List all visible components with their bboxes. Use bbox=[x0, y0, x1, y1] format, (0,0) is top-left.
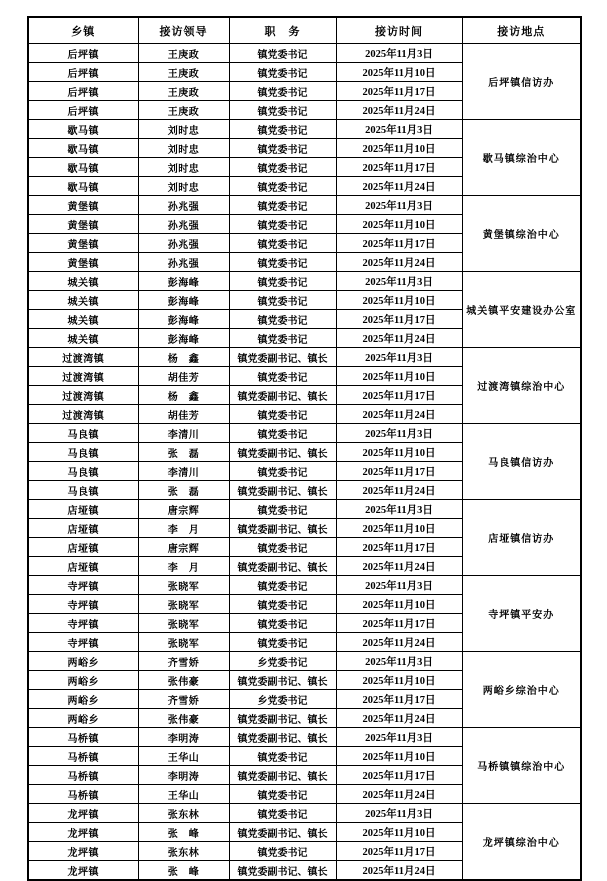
leader-cell: 刘时忠 bbox=[138, 120, 229, 139]
leader-cell: 张 磊 bbox=[138, 443, 229, 462]
date-cell: 2025年11月17日 bbox=[336, 310, 462, 329]
date-cell: 2025年11月17日 bbox=[336, 158, 462, 177]
header-row bbox=[28, 17, 581, 44]
title-cell: 镇党委副书记、镇长 bbox=[229, 443, 336, 462]
township-cell: 歇马镇 bbox=[28, 177, 138, 196]
title-cell: 镇党委书记 bbox=[229, 462, 336, 481]
title-cell: 镇党委书记 bbox=[229, 272, 336, 291]
township-cell: 两峪乡 bbox=[28, 652, 138, 671]
leader-cell: 彭海峰 bbox=[138, 272, 229, 291]
location-cell: 龙坪镇综治中心 bbox=[462, 804, 581, 881]
leader-cell: 唐宗辉 bbox=[138, 500, 229, 519]
title-cell: 镇党委书记 bbox=[229, 804, 336, 823]
township-cell: 寺坪镇 bbox=[28, 576, 138, 595]
leader-cell: 王华山 bbox=[138, 747, 229, 766]
township-cell: 两峪乡 bbox=[28, 671, 138, 690]
title-cell: 镇党委副书记、镇长 bbox=[229, 728, 336, 747]
table-row bbox=[28, 348, 581, 367]
title-cell: 镇党委书记 bbox=[229, 405, 336, 424]
date-cell: 2025年11月10日 bbox=[336, 595, 462, 614]
leader-cell: 胡佳芳 bbox=[138, 367, 229, 386]
leader-cell: 唐宗辉 bbox=[138, 538, 229, 557]
table-row bbox=[28, 500, 581, 519]
township-cell: 歇马镇 bbox=[28, 139, 138, 158]
table-row bbox=[28, 120, 581, 139]
table-row bbox=[28, 576, 581, 595]
title-cell: 镇党委副书记、镇长 bbox=[229, 348, 336, 367]
date-cell: 2025年11月3日 bbox=[336, 272, 462, 291]
date-cell: 2025年11月3日 bbox=[336, 728, 462, 747]
date-cell: 2025年11月10日 bbox=[336, 443, 462, 462]
township-cell: 城关镇 bbox=[28, 272, 138, 291]
title-cell: 镇党委副书记、镇长 bbox=[229, 861, 336, 881]
title-cell: 镇党委书记 bbox=[229, 215, 336, 234]
leader-cell: 王庚政 bbox=[138, 44, 229, 63]
date-cell: 2025年11月3日 bbox=[336, 500, 462, 519]
township-cell: 城关镇 bbox=[28, 329, 138, 348]
township-cell: 龙坪镇 bbox=[28, 842, 138, 861]
leader-cell: 王庚政 bbox=[138, 82, 229, 101]
date-cell: 2025年11月24日 bbox=[336, 481, 462, 500]
leader-cell: 李清川 bbox=[138, 424, 229, 443]
township-cell: 龙坪镇 bbox=[28, 823, 138, 842]
date-cell: 2025年11月24日 bbox=[336, 405, 462, 424]
leader-cell: 杨 鑫 bbox=[138, 348, 229, 367]
leader-cell: 张晓军 bbox=[138, 633, 229, 652]
leader-cell: 张东林 bbox=[138, 842, 229, 861]
leader-cell: 彭海峰 bbox=[138, 310, 229, 329]
location-cell: 后坪镇信访办 bbox=[462, 44, 581, 120]
title-cell: 镇党委副书记、镇长 bbox=[229, 709, 336, 728]
township-cell: 龙坪镇 bbox=[28, 861, 138, 881]
township-cell: 马良镇 bbox=[28, 424, 138, 443]
title-cell: 乡党委书记 bbox=[229, 652, 336, 671]
title-cell: 镇党委书记 bbox=[229, 310, 336, 329]
title-cell: 镇党委书记 bbox=[229, 234, 336, 253]
township-cell: 店垭镇 bbox=[28, 557, 138, 576]
date-cell: 2025年11月10日 bbox=[336, 291, 462, 310]
title-cell: 镇党委书记 bbox=[229, 196, 336, 215]
leader-cell: 孙兆强 bbox=[138, 234, 229, 253]
date-cell: 2025年11月24日 bbox=[336, 785, 462, 804]
leader-cell: 张伟豪 bbox=[138, 671, 229, 690]
township-cell: 马良镇 bbox=[28, 443, 138, 462]
leader-cell: 张 峰 bbox=[138, 823, 229, 842]
township-cell: 龙坪镇 bbox=[28, 804, 138, 823]
date-cell: 2025年11月3日 bbox=[336, 576, 462, 595]
table-row bbox=[28, 652, 581, 671]
date-cell: 2025年11月17日 bbox=[336, 614, 462, 633]
title-cell: 镇党委书记 bbox=[229, 120, 336, 139]
location-cell: 马良镇信访办 bbox=[462, 424, 581, 500]
title-cell: 乡党委书记 bbox=[229, 690, 336, 709]
title-cell: 镇党委书记 bbox=[229, 177, 336, 196]
date-cell: 2025年11月17日 bbox=[336, 690, 462, 709]
township-cell: 寺坪镇 bbox=[28, 595, 138, 614]
leader-cell: 李清川 bbox=[138, 462, 229, 481]
leader-cell: 王庚政 bbox=[138, 101, 229, 120]
township-cell: 两峪乡 bbox=[28, 709, 138, 728]
title-cell: 镇党委副书记、镇长 bbox=[229, 671, 336, 690]
date-cell: 2025年11月3日 bbox=[336, 348, 462, 367]
title-cell: 镇党委书记 bbox=[229, 500, 336, 519]
title-cell: 镇党委副书记、镇长 bbox=[229, 557, 336, 576]
table-row bbox=[28, 196, 581, 215]
table-row bbox=[28, 728, 581, 747]
township-cell: 城关镇 bbox=[28, 310, 138, 329]
title-cell: 镇党委副书记、镇长 bbox=[229, 766, 336, 785]
township-cell: 店垭镇 bbox=[28, 538, 138, 557]
leader-cell: 张 峰 bbox=[138, 861, 229, 881]
date-cell: 2025年11月10日 bbox=[336, 823, 462, 842]
title-cell: 镇党委书记 bbox=[229, 329, 336, 348]
date-cell: 2025年11月10日 bbox=[336, 747, 462, 766]
date-cell: 2025年11月17日 bbox=[336, 538, 462, 557]
leader-cell: 李明涛 bbox=[138, 728, 229, 747]
township-cell: 寺坪镇 bbox=[28, 633, 138, 652]
township-cell: 歇马镇 bbox=[28, 120, 138, 139]
date-cell: 2025年11月17日 bbox=[336, 462, 462, 481]
leader-cell: 彭海峰 bbox=[138, 291, 229, 310]
leader-cell: 彭海峰 bbox=[138, 329, 229, 348]
date-cell: 2025年11月17日 bbox=[336, 234, 462, 253]
visit-schedule-table bbox=[27, 16, 582, 881]
date-cell: 2025年11月10日 bbox=[336, 63, 462, 82]
leader-cell: 王庚政 bbox=[138, 63, 229, 82]
title-cell: 镇党委书记 bbox=[229, 101, 336, 120]
date-cell: 2025年11月17日 bbox=[336, 386, 462, 405]
title-cell: 镇党委书记 bbox=[229, 44, 336, 63]
leader-cell: 刘时忠 bbox=[138, 158, 229, 177]
leader-cell: 李 月 bbox=[138, 519, 229, 538]
date-cell: 2025年11月3日 bbox=[336, 424, 462, 443]
leader-cell: 张晓军 bbox=[138, 576, 229, 595]
date-cell: 2025年11月24日 bbox=[336, 861, 462, 881]
leader-cell: 张伟豪 bbox=[138, 709, 229, 728]
title-cell: 镇党委书记 bbox=[229, 424, 336, 443]
table-row bbox=[28, 804, 581, 823]
township-cell: 过渡湾镇 bbox=[28, 386, 138, 405]
leader-cell: 孙兆强 bbox=[138, 196, 229, 215]
leader-cell: 张晓军 bbox=[138, 614, 229, 633]
date-cell: 2025年11月17日 bbox=[336, 766, 462, 785]
location-cell: 两峪乡综治中心 bbox=[462, 652, 581, 728]
township-cell: 马良镇 bbox=[28, 462, 138, 481]
township-cell: 马良镇 bbox=[28, 481, 138, 500]
township-cell: 歇马镇 bbox=[28, 158, 138, 177]
title-cell: 镇党委书记 bbox=[229, 538, 336, 557]
leader-cell: 刘时忠 bbox=[138, 177, 229, 196]
township-cell: 黄堡镇 bbox=[28, 234, 138, 253]
table-body bbox=[28, 44, 581, 881]
leader-cell: 刘时忠 bbox=[138, 139, 229, 158]
header-title: 职 务 bbox=[229, 17, 336, 44]
date-cell: 2025年11月3日 bbox=[336, 120, 462, 139]
title-cell: 镇党委书记 bbox=[229, 614, 336, 633]
township-cell: 马桥镇 bbox=[28, 785, 138, 804]
title-cell: 镇党委副书记、镇长 bbox=[229, 386, 336, 405]
title-cell: 镇党委副书记、镇长 bbox=[229, 481, 336, 500]
township-cell: 马桥镇 bbox=[28, 766, 138, 785]
date-cell: 2025年11月24日 bbox=[336, 177, 462, 196]
leader-cell: 张晓军 bbox=[138, 595, 229, 614]
township-cell: 黄堡镇 bbox=[28, 196, 138, 215]
township-cell: 后坪镇 bbox=[28, 101, 138, 120]
township-cell: 店垭镇 bbox=[28, 500, 138, 519]
date-cell: 2025年11月3日 bbox=[336, 652, 462, 671]
township-cell: 马桥镇 bbox=[28, 728, 138, 747]
leader-cell: 齐雪娇 bbox=[138, 652, 229, 671]
date-cell: 2025年11月3日 bbox=[336, 44, 462, 63]
date-cell: 2025年11月3日 bbox=[336, 804, 462, 823]
title-cell: 镇党委书记 bbox=[229, 158, 336, 177]
title-cell: 镇党委书记 bbox=[229, 139, 336, 158]
date-cell: 2025年11月17日 bbox=[336, 82, 462, 101]
leader-cell: 张东林 bbox=[138, 804, 229, 823]
township-cell: 后坪镇 bbox=[28, 63, 138, 82]
title-cell: 镇党委书记 bbox=[229, 747, 336, 766]
township-cell: 黄堡镇 bbox=[28, 253, 138, 272]
date-cell: 2025年11月10日 bbox=[336, 671, 462, 690]
leader-cell: 张 磊 bbox=[138, 481, 229, 500]
date-cell: 2025年11月24日 bbox=[336, 253, 462, 272]
date-cell: 2025年11月24日 bbox=[336, 329, 462, 348]
title-cell: 镇党委副书记、镇长 bbox=[229, 519, 336, 538]
location-cell: 黄堡镇综治中心 bbox=[462, 196, 581, 272]
date-cell: 2025年11月24日 bbox=[336, 557, 462, 576]
date-cell: 2025年11月10日 bbox=[336, 215, 462, 234]
title-cell: 镇党委书记 bbox=[229, 63, 336, 82]
township-cell: 过渡湾镇 bbox=[28, 348, 138, 367]
table-row bbox=[28, 424, 581, 443]
title-cell: 镇党委书记 bbox=[229, 82, 336, 101]
township-cell: 寺坪镇 bbox=[28, 614, 138, 633]
township-cell: 马桥镇 bbox=[28, 747, 138, 766]
title-cell: 镇党委书记 bbox=[229, 595, 336, 614]
title-cell: 镇党委书记 bbox=[229, 633, 336, 652]
township-cell: 两峪乡 bbox=[28, 690, 138, 709]
date-cell: 2025年11月3日 bbox=[336, 196, 462, 215]
title-cell: 镇党委书记 bbox=[229, 291, 336, 310]
header-leader: 接访领导 bbox=[138, 17, 229, 44]
date-cell: 2025年11月24日 bbox=[336, 709, 462, 728]
header-date: 接访时间 bbox=[336, 17, 462, 44]
leader-cell: 胡佳芳 bbox=[138, 405, 229, 424]
leader-cell: 齐雪娇 bbox=[138, 690, 229, 709]
header-township: 乡镇 bbox=[28, 17, 138, 44]
township-cell: 城关镇 bbox=[28, 291, 138, 310]
location-cell: 马桥镇镇综治中心 bbox=[462, 728, 581, 804]
table-row bbox=[28, 272, 581, 291]
title-cell: 镇党委书记 bbox=[229, 785, 336, 804]
leader-cell: 王华山 bbox=[138, 785, 229, 804]
title-cell: 镇党委书记 bbox=[229, 367, 336, 386]
leader-cell: 杨 鑫 bbox=[138, 386, 229, 405]
date-cell: 2025年11月10日 bbox=[336, 139, 462, 158]
township-cell: 过渡湾镇 bbox=[28, 405, 138, 424]
location-cell: 过渡湾镇综治中心 bbox=[462, 348, 581, 424]
location-cell: 歇马镇综治中心 bbox=[462, 120, 581, 196]
township-cell: 后坪镇 bbox=[28, 82, 138, 101]
township-cell: 后坪镇 bbox=[28, 44, 138, 63]
township-cell: 过渡湾镇 bbox=[28, 367, 138, 386]
date-cell: 2025年11月10日 bbox=[336, 367, 462, 386]
date-cell: 2025年11月24日 bbox=[336, 101, 462, 120]
leader-cell: 李 月 bbox=[138, 557, 229, 576]
date-cell: 2025年11月24日 bbox=[336, 633, 462, 652]
leader-cell: 孙兆强 bbox=[138, 215, 229, 234]
leader-cell: 孙兆强 bbox=[138, 253, 229, 272]
township-cell: 黄堡镇 bbox=[28, 215, 138, 234]
title-cell: 镇党委书记 bbox=[229, 253, 336, 272]
header-location: 接访地点 bbox=[462, 17, 581, 44]
location-cell: 店垭镇信访办 bbox=[462, 500, 581, 576]
location-cell: 城关镇平安建设办公室 bbox=[462, 272, 581, 348]
location-cell: 寺坪镇平安办 bbox=[462, 576, 581, 652]
township-cell: 店垭镇 bbox=[28, 519, 138, 538]
title-cell: 镇党委副书记、镇长 bbox=[229, 823, 336, 842]
title-cell: 镇党委书记 bbox=[229, 576, 336, 595]
date-cell: 2025年11月10日 bbox=[336, 519, 462, 538]
title-cell: 镇党委书记 bbox=[229, 842, 336, 861]
date-cell: 2025年11月17日 bbox=[336, 842, 462, 861]
leader-cell: 李明涛 bbox=[138, 766, 229, 785]
table-row bbox=[28, 44, 581, 63]
